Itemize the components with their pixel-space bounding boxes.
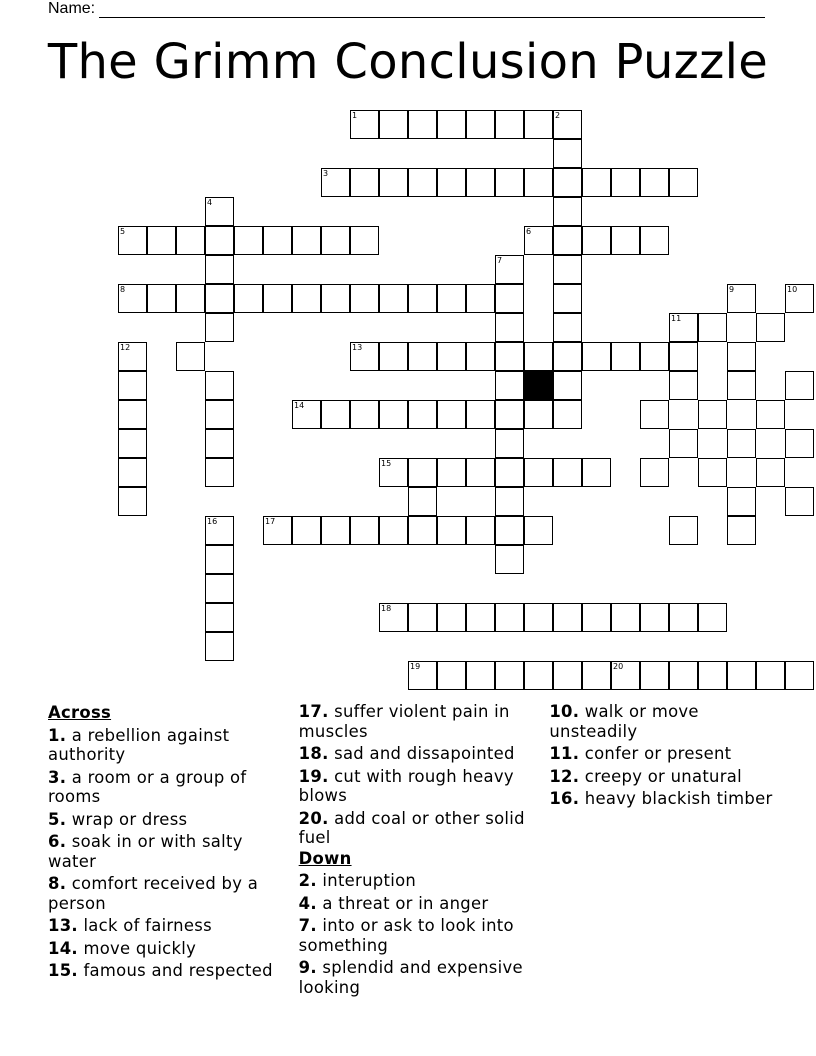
cell-number: 15: [381, 459, 392, 468]
grid-cell[interactable]: [437, 168, 466, 197]
grid-cell[interactable]: [553, 400, 582, 429]
cell-number: 4: [207, 198, 213, 207]
grid-cell[interactable]: [524, 661, 553, 690]
clue-number: 4.: [298, 893, 317, 913]
grid-cell[interactable]: [495, 603, 524, 632]
clue-item: [299, 894, 538, 914]
grid-cell[interactable]: [379, 400, 408, 429]
grid-cell[interactable]: [582, 168, 611, 197]
cell-number: 18: [381, 604, 392, 613]
grid-cell[interactable]: [669, 603, 698, 632]
grid-cell[interactable]: [321, 226, 350, 255]
cell-number: 7: [497, 256, 503, 265]
clue-number: 3.: [48, 767, 67, 787]
grid-cell[interactable]: [698, 603, 727, 632]
cell-number: 8: [120, 285, 126, 294]
clue-list: [48, 702, 788, 1002]
clue-number: 15.: [48, 961, 78, 980]
grid-cell[interactable]: [205, 516, 234, 545]
grid-cell[interactable]: [437, 661, 466, 690]
clue-number: 2.: [298, 871, 317, 890]
clue-item: [48, 726, 287, 765]
cell-number: 1: [352, 111, 358, 120]
grid-cell[interactable]: [379, 110, 408, 139]
down-heading: Down: [298, 848, 352, 868]
grid-cell[interactable]: [437, 516, 466, 545]
grid-cell[interactable]: [437, 284, 466, 313]
grid-cell[interactable]: [350, 284, 379, 313]
grid-cell[interactable]: [553, 458, 582, 487]
grid-cell[interactable]: [524, 110, 553, 139]
grid-cell[interactable]: [350, 168, 379, 197]
grid-cell[interactable]: [408, 487, 437, 516]
clue-number: 10.: [549, 702, 580, 721]
grid-cell[interactable]: [466, 516, 495, 545]
grid-cell[interactable]: [727, 342, 756, 371]
grid-cell[interactable]: [553, 197, 582, 226]
clue-text: add coal or other solid fuel: [298, 808, 525, 847]
grid-cell[interactable]: [205, 429, 234, 458]
grid-cell[interactable]: [466, 342, 495, 371]
grid-cell[interactable]: [408, 342, 437, 371]
grid-cell[interactable]: [640, 342, 669, 371]
grid-cell[interactable]: [205, 545, 234, 574]
black-cell: [524, 371, 553, 400]
grid-cell[interactable]: [118, 284, 147, 313]
clue-text: walk or move unsteadily: [549, 702, 699, 741]
grid-cell[interactable]: [640, 661, 669, 690]
grid-cell[interactable]: [379, 516, 408, 545]
clue-text: creepy or unatural: [579, 766, 742, 786]
grid-cell[interactable]: [205, 574, 234, 603]
grid-cell[interactable]: [495, 661, 524, 690]
cell-number: 10: [787, 285, 798, 294]
grid-cell[interactable]: [582, 458, 611, 487]
grid-cell[interactable]: [524, 603, 553, 632]
clue-text: cut with rough heavy blows: [298, 766, 514, 805]
cell-number: 16: [207, 517, 218, 526]
grid-cell[interactable]: [147, 284, 176, 313]
grid-cell[interactable]: [611, 603, 640, 632]
grid-cell[interactable]: [553, 226, 582, 255]
grid-cell[interactable]: [466, 603, 495, 632]
grid-cell[interactable]: [408, 110, 437, 139]
clue-number: 9.: [298, 958, 317, 977]
clue-text: wrap or dress: [66, 809, 188, 829]
grid-cell[interactable]: [553, 603, 582, 632]
grid-cell[interactable]: [495, 487, 524, 516]
grid-cell[interactable]: [669, 661, 698, 690]
clue-number: 16.: [549, 789, 580, 808]
grid-cell[interactable]: [495, 284, 524, 313]
clue-item: [299, 702, 538, 741]
grid-cell[interactable]: [553, 110, 582, 139]
grid-cell[interactable]: [118, 226, 147, 255]
grid-cell[interactable]: [321, 284, 350, 313]
grid-cell[interactable]: [118, 371, 147, 400]
cell-number: 11: [671, 314, 682, 323]
grid-cell[interactable]: [466, 168, 495, 197]
grid-cell[interactable]: [669, 313, 698, 342]
clue-number: 7.: [298, 916, 317, 935]
grid-cell[interactable]: [437, 110, 466, 139]
grid-cell[interactable]: [756, 400, 785, 429]
grid-cell[interactable]: [408, 168, 437, 197]
grid-cell[interactable]: [785, 284, 814, 313]
clue-number: 11.: [549, 744, 580, 763]
grid-cell[interactable]: [698, 400, 727, 429]
grid-cell[interactable]: [379, 284, 408, 313]
grid-cell[interactable]: [205, 458, 234, 487]
clue-item: [299, 958, 538, 997]
clue-item: [48, 939, 287, 959]
cell-number: 19: [410, 662, 421, 671]
clue-number: 13.: [48, 916, 78, 935]
grid-cell[interactable]: [611, 342, 640, 371]
grid-cell[interactable]: [408, 284, 437, 313]
grid-cell[interactable]: [698, 661, 727, 690]
grid-cell[interactable]: [698, 313, 727, 342]
grid-cell[interactable]: [263, 516, 292, 545]
grid-cell[interactable]: [611, 168, 640, 197]
grid-cell[interactable]: [640, 458, 669, 487]
clue-number: 12.: [549, 766, 580, 786]
cell-number: 5: [120, 227, 126, 236]
grid-cell[interactable]: [495, 400, 524, 429]
grid-cell[interactable]: [118, 487, 147, 516]
grid-cell[interactable]: [379, 342, 408, 371]
grid-cell[interactable]: [785, 661, 814, 690]
name-label: Name:: [48, 0, 96, 17]
grid-cell[interactable]: [408, 661, 437, 690]
grid-cell[interactable]: [553, 168, 582, 197]
grid-cell[interactable]: [205, 400, 234, 429]
cell-number: 12: [120, 343, 131, 352]
grid-cell[interactable]: [466, 400, 495, 429]
clue-text: move quickly: [77, 938, 197, 958]
grid-cell[interactable]: [205, 371, 234, 400]
clue-number: 20.: [298, 808, 329, 828]
grid-cell[interactable]: [176, 342, 205, 371]
grid-cell[interactable]: [524, 400, 553, 429]
clue-text: famous and respected: [77, 961, 273, 980]
grid-cell[interactable]: [495, 429, 524, 458]
grid-cell[interactable]: [553, 284, 582, 313]
clue-item: [549, 744, 788, 764]
grid-cell[interactable]: [785, 429, 814, 458]
clue-number: 17.: [298, 702, 329, 721]
grid-cell[interactable]: [495, 168, 524, 197]
grid-cell[interactable]: [669, 342, 698, 371]
grid-cell[interactable]: [379, 603, 408, 632]
clue-item: [299, 871, 538, 891]
grid-cell[interactable]: [756, 313, 785, 342]
grid-cell[interactable]: [553, 342, 582, 371]
grid-cell[interactable]: [321, 168, 350, 197]
grid-cell[interactable]: [263, 284, 292, 313]
grid-cell[interactable]: [611, 661, 640, 690]
cell-number: 2: [555, 111, 561, 120]
grid-cell[interactable]: [321, 516, 350, 545]
grid-cell[interactable]: [524, 226, 553, 255]
grid-cell[interactable]: [727, 487, 756, 516]
clue-number: 6.: [48, 832, 67, 851]
grid-cell[interactable]: [292, 284, 321, 313]
grid-cell[interactable]: [292, 226, 321, 255]
cell-number: 14: [294, 401, 305, 410]
grid-cell[interactable]: [118, 342, 147, 371]
grid-cell[interactable]: [176, 284, 205, 313]
grid-cell[interactable]: [379, 168, 408, 197]
grid-cell[interactable]: [495, 458, 524, 487]
clue-text: a room or a group of rooms: [48, 767, 247, 806]
grid-cell[interactable]: [785, 371, 814, 400]
clue-item: [299, 809, 538, 848]
grid-cell[interactable]: [524, 516, 553, 545]
grid-cell[interactable]: [785, 487, 814, 516]
clue-text: suffer violent pain in muscles: [298, 702, 510, 741]
clue-text: a threat or in anger: [316, 893, 489, 913]
clue-item: [48, 832, 287, 871]
grid-cell[interactable]: [408, 458, 437, 487]
grid-cell[interactable]: [408, 516, 437, 545]
clue-item: [48, 874, 287, 913]
grid-cell[interactable]: [205, 632, 234, 661]
clue-number: 18.: [298, 744, 329, 763]
grid-cell[interactable]: [350, 400, 379, 429]
cell-number: 20: [613, 662, 624, 671]
grid-cell[interactable]: [205, 255, 234, 284]
grid-cell[interactable]: [553, 255, 582, 284]
grid-cell[interactable]: [118, 429, 147, 458]
clue-number: 14.: [48, 938, 78, 958]
grid-cell[interactable]: [727, 429, 756, 458]
grid-cell[interactable]: [321, 400, 350, 429]
grid-cell[interactable]: [437, 458, 466, 487]
clue-text: heavy blackish timber: [579, 789, 773, 808]
grid-cell[interactable]: [582, 661, 611, 690]
grid-cell[interactable]: [176, 226, 205, 255]
cell-number: 13: [352, 343, 363, 352]
grid-cell[interactable]: [495, 545, 524, 574]
clue-item: [48, 916, 287, 936]
grid-cell[interactable]: [524, 458, 553, 487]
grid-cell[interactable]: [466, 661, 495, 690]
grid-cell[interactable]: [582, 603, 611, 632]
grid-cell[interactable]: [437, 342, 466, 371]
grid-cell[interactable]: [292, 400, 321, 429]
clue-number: 1.: [48, 725, 67, 745]
grid-cell[interactable]: [553, 139, 582, 168]
grid-cell[interactable]: [727, 371, 756, 400]
clue-text: comfort received by a person: [48, 874, 259, 913]
grid-cell[interactable]: [234, 226, 263, 255]
grid-cell[interactable]: [118, 458, 147, 487]
clue-number: 8.: [48, 874, 67, 893]
clue-text: sad and dissapointed: [328, 744, 515, 763]
grid-cell[interactable]: [466, 110, 495, 139]
grid-cell[interactable]: [553, 661, 582, 690]
grid-cell[interactable]: [756, 458, 785, 487]
grid-cell[interactable]: [727, 516, 756, 545]
clue-text: lack of fairness: [77, 916, 212, 935]
clue-item: [299, 916, 538, 955]
grid-cell[interactable]: [118, 400, 147, 429]
grid-cell[interactable]: [553, 313, 582, 342]
puzzle-title: The Grimm Conclusion Puzzle: [47, 34, 769, 90]
grid-cell[interactable]: [669, 168, 698, 197]
clue-text: splendid and expensive looking: [298, 958, 523, 997]
clue-text: interuption: [316, 871, 417, 890]
grid-cell[interactable]: [524, 168, 553, 197]
clue-text: a rebellion against authority: [48, 725, 230, 764]
grid-cell[interactable]: [205, 197, 234, 226]
grid-cell[interactable]: [495, 313, 524, 342]
clue-text: confer or present: [579, 744, 732, 763]
grid-cell[interactable]: [669, 516, 698, 545]
grid-cell[interactable]: [756, 661, 785, 690]
grid-cell[interactable]: [495, 371, 524, 400]
grid-cell[interactable]: [379, 458, 408, 487]
cell-number: 6: [526, 227, 532, 236]
grid-cell[interactable]: [611, 226, 640, 255]
grid-cell[interactable]: [205, 284, 234, 313]
grid-cell[interactable]: [669, 429, 698, 458]
clue-text: soak in or with salty water: [48, 832, 243, 871]
grid-cell[interactable]: [408, 603, 437, 632]
clue-item: [549, 702, 788, 741]
grid-cell[interactable]: [669, 371, 698, 400]
grid-cell[interactable]: [350, 110, 379, 139]
grid-cell[interactable]: [263, 226, 292, 255]
grid-cell[interactable]: [292, 516, 321, 545]
clue-number: 5.: [48, 809, 67, 829]
grid-cell[interactable]: [350, 516, 379, 545]
grid-cell[interactable]: [553, 371, 582, 400]
grid-cell[interactable]: [582, 226, 611, 255]
cell-number: 3: [323, 169, 329, 178]
grid-cell[interactable]: [205, 313, 234, 342]
clue-item: [48, 810, 287, 830]
grid-cell[interactable]: [727, 284, 756, 313]
grid-cell[interactable]: [466, 284, 495, 313]
grid-cell[interactable]: [640, 400, 669, 429]
grid-cell[interactable]: [582, 342, 611, 371]
cell-number: 9: [729, 285, 735, 294]
across-heading: Across: [48, 703, 112, 722]
clue-item: [549, 767, 788, 787]
grid-cell[interactable]: [408, 400, 437, 429]
grid-cell[interactable]: [524, 342, 553, 371]
clue-item: [48, 961, 287, 981]
grid-cell[interactable]: [466, 458, 495, 487]
clue-text: into or ask to look into something: [298, 916, 514, 955]
grid-cell[interactable]: [350, 342, 379, 371]
grid-cell[interactable]: [640, 168, 669, 197]
grid-cell[interactable]: [727, 661, 756, 690]
clue-number: 19.: [298, 766, 329, 786]
cell-number: 17: [265, 517, 276, 526]
grid-cell[interactable]: [698, 458, 727, 487]
grid-cell[interactable]: [147, 226, 176, 255]
grid-cell[interactable]: [437, 603, 466, 632]
grid-cell[interactable]: [234, 284, 263, 313]
clue-item: [299, 744, 538, 764]
grid-cell[interactable]: [640, 226, 669, 255]
grid-cell[interactable]: [640, 603, 669, 632]
grid-cell[interactable]: [495, 255, 524, 284]
grid-cell[interactable]: [495, 516, 524, 545]
grid-cell[interactable]: [350, 226, 379, 255]
clue-item: [48, 768, 287, 807]
clue-item: [299, 767, 538, 806]
grid-cell[interactable]: [437, 400, 466, 429]
grid-cell[interactable]: [205, 603, 234, 632]
grid-cell[interactable]: [205, 226, 234, 255]
grid-cell[interactable]: [495, 342, 524, 371]
clue-item: [549, 789, 788, 809]
grid-cell[interactable]: [495, 110, 524, 139]
